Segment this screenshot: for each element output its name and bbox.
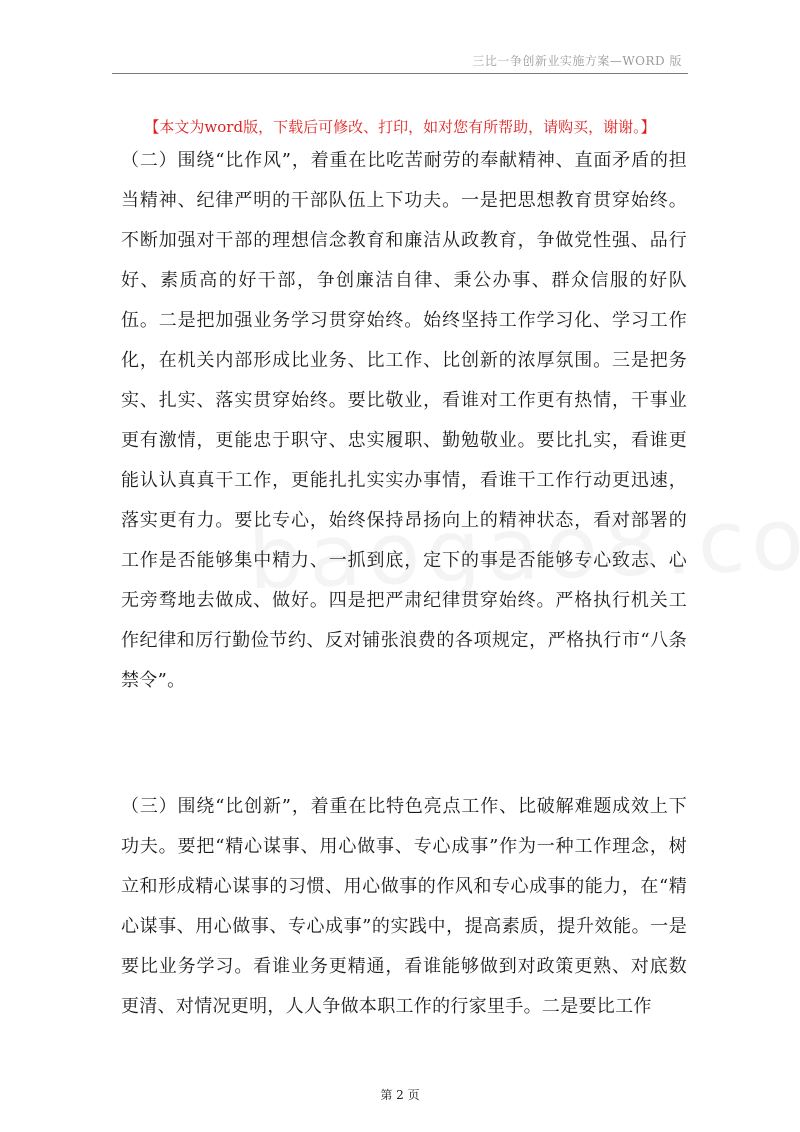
purchase-notice: 【本文为word版，下载后可修改、打印，如对您有所帮助，请购买，谢谢。】 — [144, 118, 656, 136]
page-number: 第 2 页 — [380, 1088, 420, 1102]
header-divider — [112, 73, 688, 74]
paragraph-section-3: （三）围绕“比创新”，着重在比特色亮点工作、比破解难题成效上下功夫。要把“精心谋事、用心做事、专心成事”作为一种工作理念，树立和形成精心谋事的习惯、用心做事的作风和专心成事的能力，在“精心谋事、用心做事、专心成事”的实践中，提高素质，提升效能。一是要比业务学习。看谁业务更精通，看谁能够做到对政策更熟、对底数更清、对情况更明，人人争做本职工作的行家里手。二是要比工作 — [121, 796, 687, 1017]
document-header-title: 三比一争创新业实施方案—WORD 版 — [472, 54, 682, 68]
paragraph-section-2: （二）围绕“比作风”，着重在比吃苦耐劳的奉献精神、直面矛盾的担当精神、纪律严明的干部队伍上下功夫。一是把思想教育贯穿始终。不断加强对干部的理想信念教育和廉洁从政教育，争做党性强、品行好、素质高的好干部，争创廉洁自律、秉公办事、群众信服的好队伍。二是把加强业务学习贯穿始终。始终坚持工作学习化、学习工作化，在机关内部形成比业务、比工作、比创新的浓厚氛围。三是把务实、扎实、落实贯穿始终。要比敬业，看谁对工作更有热情，干事业更有激情，更能忠于职守、忠实履职、勤勉敬业。要比扎实，看谁更能认认真真干工作，更能扎扎实实办事情，看谁干工作行动更迅速，落实更有力。要比专心，始终保持昂扬向上的精神状态，看对部署的工作是否能够集中精力、一抓到底，定下的事是否能够专心致志、心无旁骛地去做成、做好。四是把严肃纪律贯穿始终。严格执行机关工作纪律和厉行勤俭节约、反对铺张浪费的各项规定，严格执行市“八条禁令”。 — [121, 150, 687, 691]
